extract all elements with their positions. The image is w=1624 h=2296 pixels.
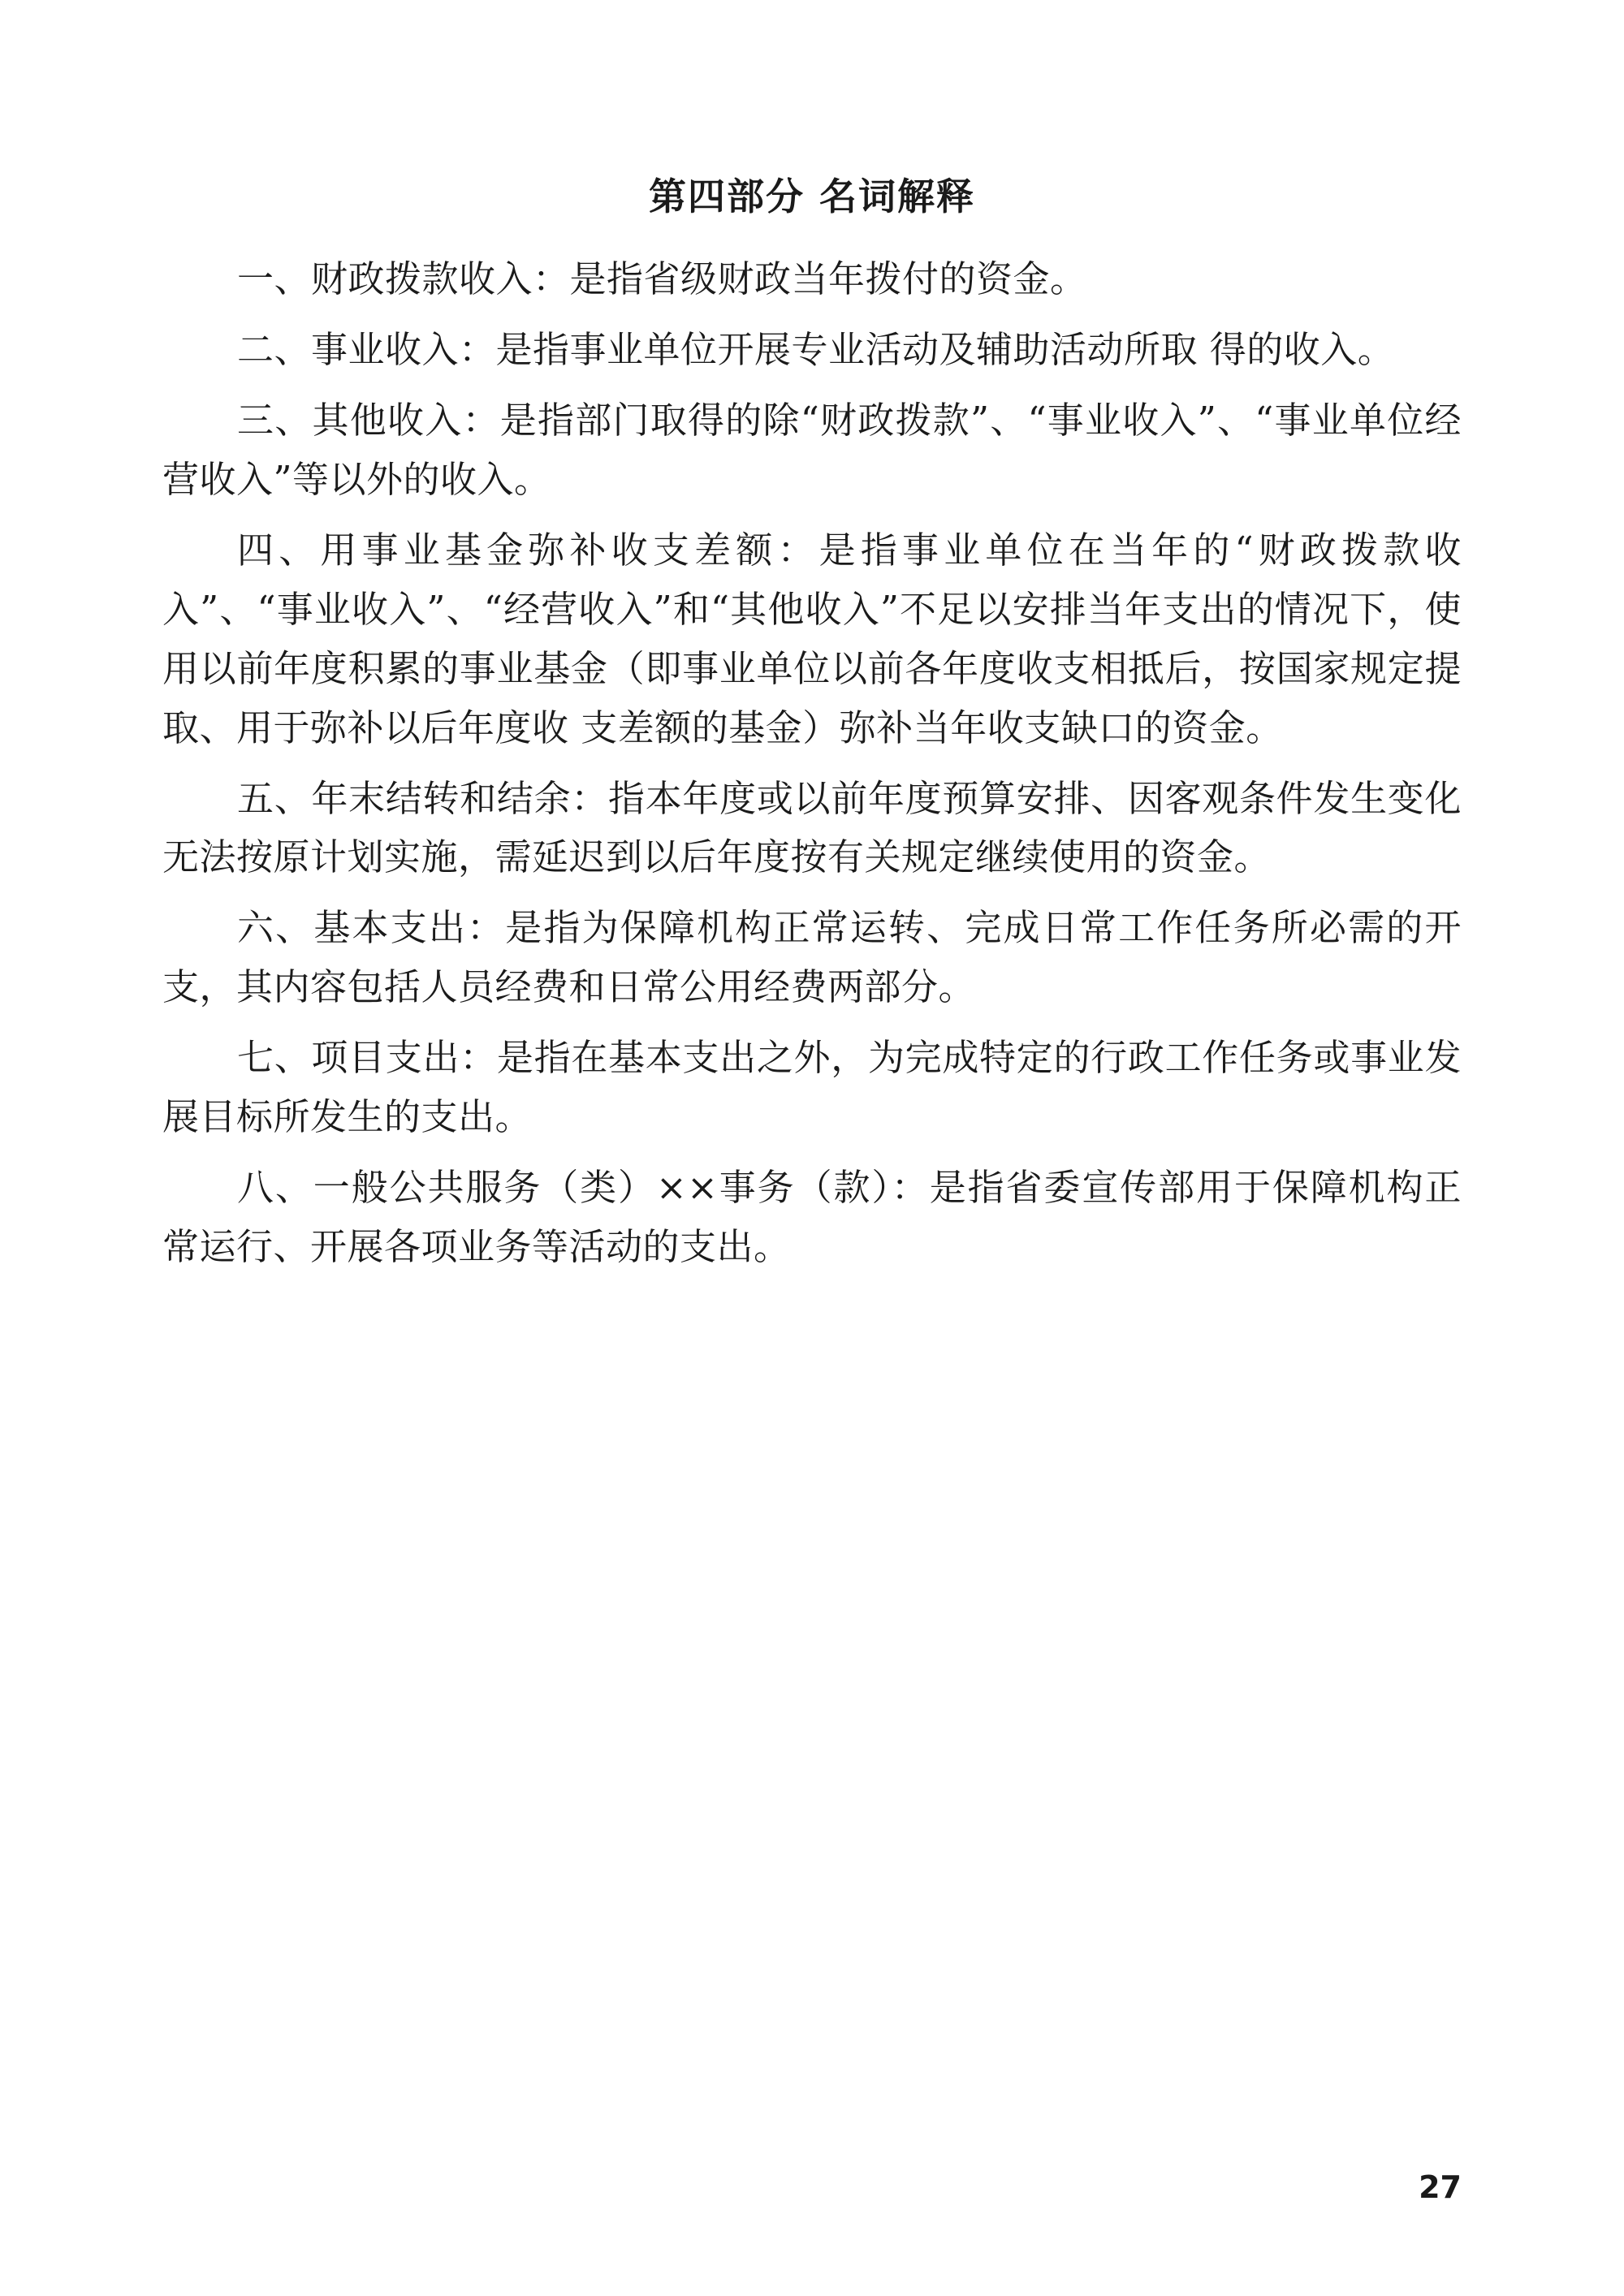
paragraph-4: 四、用事业基金弥补收支差额：是指事业单位在当年的“财政拨款收入”、“事业收入”、“经营收入”和“其他收入”不足以安排当年支出的情况下，使用以前年度积累的事业基金（即事业单位以前各年度收支相抵后，按国家规定提取、用于弥补以后年度收 支差额的基金）弥补当年收支缺口的资金。: [162, 528, 1462, 749]
page-number: 27: [1419, 2169, 1462, 2205]
page-title: 第四部分 名词解释: [648, 175, 975, 218]
paragraph-6: 六、基本支出：是指为保障机构正常运转、完成日常工作任务所必需的开支，其内容包括人员经费和日常公用经费两部分。: [162, 906, 1462, 1009]
paragraph-2: 二、事业收入：是指事业单位开展专业活动及辅助活动所取 得的收入。: [237, 328, 1395, 372]
paragraph-5: 五、年末结转和结余：指本年度或以前年度预算安排、因客观条件发生变化无法按原计划实施，需延迟到以后年度按有关规定继续使用的资金。: [162, 776, 1462, 879]
paragraph-1: 一、财政拨款收入：是指省级财政当年拨付的资金。: [237, 257, 1087, 301]
paragraph-3: 三、其他收入：是指部门取得的除“财政拨款”、“事业收入”、“事业单位经营收入”等以外的收入。: [162, 399, 1462, 502]
paragraph-8: 八、一般公共服务（类）××事务（款）：是指省委宣传部用于保障机构正常运行、开展各项业务等活动的支出。: [162, 1165, 1462, 1268]
paragraph-7: 七、项目支出：是指在基本支出之外，为完成特定的行政工作任务或事业发展目标所发生的支出。: [162, 1036, 1462, 1138]
